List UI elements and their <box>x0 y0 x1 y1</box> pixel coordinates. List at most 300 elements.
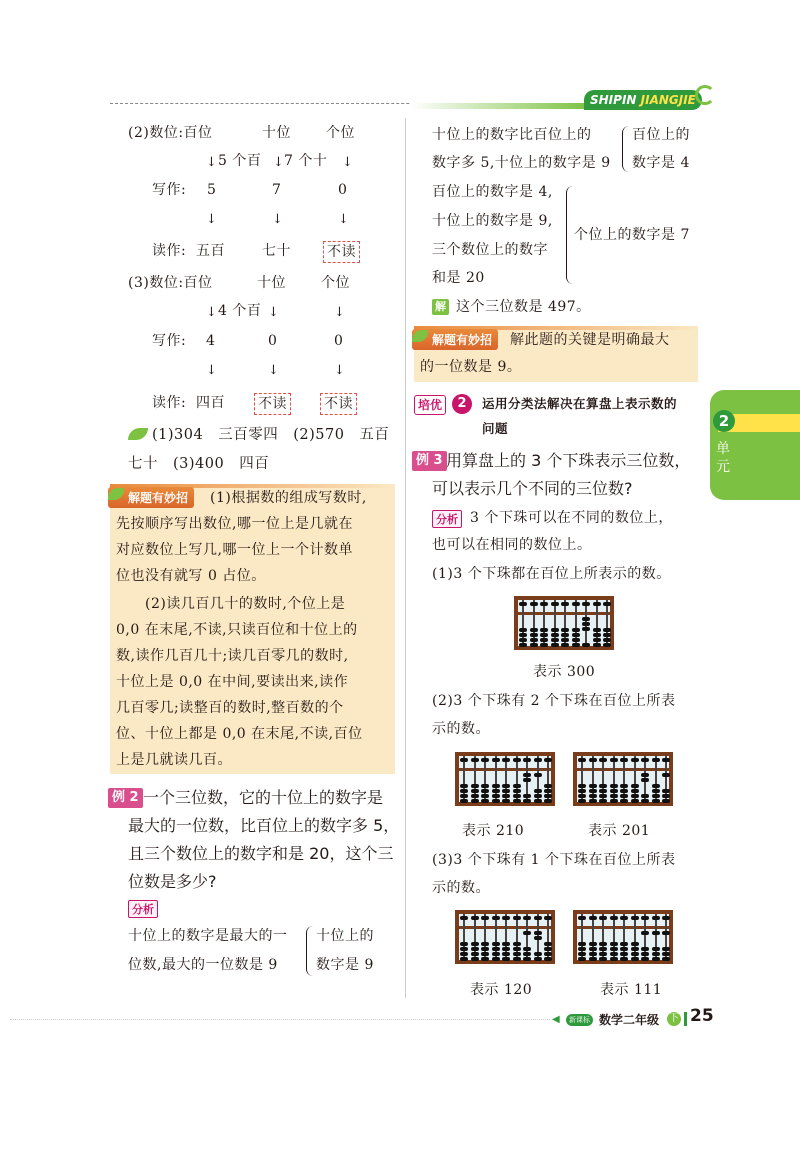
abacus-bead <box>652 931 660 935</box>
abacus-bead <box>589 952 597 956</box>
ex3-case-2: 示的数。 <box>432 721 490 737</box>
abacus-bead <box>589 942 597 946</box>
abacus-bead <box>544 952 552 956</box>
analysis-tag-left: 分析 <box>128 900 158 918</box>
abacus-bead <box>551 628 559 632</box>
ex3-case-3: 示的数。 <box>432 880 490 896</box>
abacus-bead <box>610 942 618 946</box>
abacus-bead <box>460 947 468 951</box>
caption-300: 表示 300 <box>533 664 596 680</box>
abacus-bead <box>534 957 542 961</box>
solution-tag: 解 <box>432 299 449 315</box>
abacus-bead <box>620 789 628 793</box>
abacus-bead <box>492 789 500 793</box>
example-2-line: 一个三位数，它的十位上的数字是 <box>143 788 384 807</box>
footer-book: 数学二年级 <box>599 1013 660 1027</box>
abacus-bead <box>589 758 597 762</box>
tip-line: 0,0 在末尾,不读,只读百位和十位上的 <box>116 622 358 638</box>
abacus-bead <box>610 916 618 920</box>
abacus-bead <box>578 784 586 788</box>
abacus-bead <box>652 952 660 956</box>
abacus-300 <box>514 596 614 650</box>
abacus-bead <box>523 931 531 935</box>
abacus-bead <box>523 778 531 782</box>
abacus-bead <box>599 758 607 762</box>
abacus-bead <box>599 947 607 951</box>
header-brand <box>584 90 702 110</box>
abacus-bead <box>620 942 628 946</box>
abacus-bead <box>481 784 489 788</box>
brace <box>622 126 629 172</box>
solution-text: 这个三位数是 497。 <box>456 299 591 315</box>
p3-read-label: 读作: <box>152 395 187 411</box>
abacus-bead <box>502 942 510 946</box>
abacus-bead <box>492 799 500 803</box>
abacus-bead <box>652 758 660 762</box>
brace <box>566 186 573 284</box>
r-mid-left-line: 三个数位上的数字 <box>432 242 548 258</box>
abacus-bead <box>620 947 628 951</box>
p3-write-tens: 0 <box>268 333 278 349</box>
tip-line: 先按顺序写出数位,哪一位上是几就在 <box>116 516 353 532</box>
answer-line-2: 七十 (3)400 四百 <box>128 456 270 472</box>
abacus-bead <box>460 784 468 788</box>
section-number: 2 <box>452 394 472 414</box>
footer-arrow-icon: ◀ <box>552 1014 560 1025</box>
p3-place-ones: 个位 <box>321 275 350 291</box>
ex3-analysis-line: 也可以在相同的数位上。 <box>432 537 592 553</box>
example-3-line: 用算盘上的 3 个下珠表示三位数， <box>446 451 691 470</box>
abacus-bead <box>481 799 489 803</box>
abacus-bead <box>513 942 521 946</box>
abacus-bead <box>502 794 510 798</box>
abacus-bead <box>631 784 639 788</box>
abacus-bead <box>593 633 601 637</box>
r-mid-left-line: 百位上的数字是 4, <box>432 184 553 200</box>
tip-line: 位、十位上都是 0,0 在末尾,不读,百位 <box>116 726 363 742</box>
abacus-bead <box>610 784 618 788</box>
abacus-bead <box>631 758 639 762</box>
abacus-bead <box>593 602 601 606</box>
abacus-bead <box>471 952 479 956</box>
abacus-bead <box>631 957 639 961</box>
abacus-bead <box>652 947 660 951</box>
r-top-right-line: 百位上的 <box>632 127 690 143</box>
footer-rule <box>10 1019 550 1020</box>
abacus-bead <box>519 633 527 637</box>
abacus-bead <box>471 957 479 961</box>
abacus-bead <box>471 789 479 793</box>
p2-write-label: 写作: <box>152 182 187 198</box>
abacus-bead <box>551 643 559 647</box>
abacus-bead <box>582 617 590 621</box>
abacus-bead <box>534 799 542 803</box>
unit-label: 单元 <box>716 441 730 475</box>
footer-tag: 新课标 <box>566 1014 593 1026</box>
abacus-bead <box>513 789 521 793</box>
abacus-bead <box>572 633 580 637</box>
abacus-bead <box>481 789 489 793</box>
abacus-bead <box>599 957 607 961</box>
abacus-bead <box>519 628 527 632</box>
section-tag: 培优 <box>414 395 446 415</box>
example-2-line: 最大的一位数，比百位上的数字多 5， <box>128 816 400 835</box>
abacus-bead <box>610 957 618 961</box>
abacus-bead <box>460 794 468 798</box>
abacus-bead <box>460 789 468 793</box>
abacus-bead <box>652 789 660 793</box>
ex3-case-3: (3)3 个下珠有 1 个下珠在百位上所表 <box>432 852 676 868</box>
abacus-bead <box>561 602 569 606</box>
abacus-bead <box>502 916 510 920</box>
p3-place-tens: 十位 <box>257 275 286 291</box>
abacus-bead <box>460 952 468 956</box>
abacus-bead <box>502 957 510 961</box>
abacus-bead <box>641 952 649 956</box>
caption-111: 表示 111 <box>600 982 663 998</box>
abacus-bead <box>534 952 542 956</box>
abacus-bead <box>589 916 597 920</box>
abacus-bead <box>492 916 500 920</box>
abacus-bead <box>652 784 660 788</box>
r-mid-right-line: 个位上的数字是 7 <box>574 227 690 243</box>
brand-right: JIANGJIE <box>640 93 696 107</box>
tip-label-right: 解题有妙招 <box>412 329 498 350</box>
abacus-bead <box>603 628 611 632</box>
abacus-bead <box>641 773 649 777</box>
r-top-right-line: 数字是 4 <box>632 155 690 171</box>
abacus-bead <box>603 638 611 642</box>
abacus-bead <box>534 931 542 935</box>
abacus-bead <box>544 947 552 951</box>
abacus-bead <box>534 916 542 920</box>
abacus-bead <box>481 947 489 951</box>
example-2-line: 且三个数位上的数字和是 20，这个三 <box>128 844 394 863</box>
abacus-bead <box>471 942 479 946</box>
abacus-bead <box>603 633 611 637</box>
abacus-bead <box>578 799 586 803</box>
abacus-bead <box>662 799 670 803</box>
p3-read-ones: 不读 <box>320 393 357 415</box>
abacus-bead <box>610 947 618 951</box>
down-arrow-icon: ↓ <box>342 155 353 170</box>
down-arrow-icon: ↓ <box>268 305 279 320</box>
abacus-bead <box>492 947 500 951</box>
p2-read-label: 读作: <box>152 243 187 259</box>
abacus-bead <box>599 916 607 920</box>
abacus-bead <box>610 794 618 798</box>
p2-read-tens: 七十 <box>262 243 291 259</box>
abacus-bead <box>662 758 670 762</box>
p2-write-ones: 0 <box>338 182 348 198</box>
down-arrow-icon: ↓ <box>272 212 283 227</box>
abacus-bead <box>534 773 542 777</box>
abacus-bead <box>523 799 531 803</box>
abacus-bead <box>530 628 538 632</box>
abacus-bead <box>652 957 660 961</box>
abacus-bead <box>593 628 601 632</box>
abacus-bead <box>523 957 531 961</box>
tip-line: 上是几就读几百。 <box>116 752 232 768</box>
analysis-right-line: 十位上的 <box>316 928 374 944</box>
abacus-bead <box>544 799 552 803</box>
abacus-bead <box>662 773 670 777</box>
abacus-bead <box>662 952 670 956</box>
example-2-badge: 例 2 <box>108 788 143 808</box>
abacus-bead <box>502 758 510 762</box>
abacus-bead <box>631 799 639 803</box>
abacus-bead <box>481 758 489 762</box>
tip-line: 位也没有就写 0 占位。 <box>116 568 266 584</box>
abacus-bead <box>652 794 660 798</box>
down-arrow-icon: ↓ <box>334 363 345 378</box>
abacus-bead <box>641 947 649 951</box>
p3-write-label: 写作: <box>152 333 187 349</box>
abacus-bead <box>641 778 649 782</box>
abacus-bead <box>471 794 479 798</box>
abacus-bead <box>544 794 552 798</box>
caption-201: 表示 201 <box>588 823 651 839</box>
abacus-bead <box>544 916 552 920</box>
abacus-bead <box>652 916 660 920</box>
abacus-bead <box>460 799 468 803</box>
abacus-bead <box>460 916 468 920</box>
analysis-tag-right: 分析 <box>432 510 462 528</box>
abacus-bead <box>513 799 521 803</box>
abacus-bead <box>561 643 569 647</box>
abacus-bead <box>589 784 597 788</box>
abacus-bead <box>534 936 542 940</box>
brand-left: SHIPIN <box>590 93 637 107</box>
abacus-bead <box>513 784 521 788</box>
tip-line: 十位上是 0,0 在中间,要读出来,读作 <box>116 674 349 690</box>
abacus-bead <box>523 952 531 956</box>
example-3-line: 可以表示几个不同的三位数? <box>432 479 633 498</box>
abacus-bead <box>631 789 639 793</box>
tip-right-line: 解此题的关键是明确最大 <box>510 332 670 348</box>
abacus-bead <box>631 916 639 920</box>
abacus-bead <box>481 794 489 798</box>
abacus-bead <box>460 957 468 961</box>
abacus-bead <box>603 602 611 606</box>
abacus-bead <box>641 931 649 935</box>
p3-write-ones: 0 <box>334 333 344 349</box>
abacus-bead <box>662 957 670 961</box>
abacus-bead <box>620 916 628 920</box>
abacus-bead <box>540 628 548 632</box>
abacus-bead <box>471 758 479 762</box>
footer-volume: 下 <box>669 1013 679 1024</box>
abacus-bead <box>599 784 607 788</box>
abacus-bead <box>481 952 489 956</box>
abacus-bead <box>603 643 611 647</box>
p2-write-hundreds: 5 <box>207 182 217 198</box>
abacus-bead <box>540 602 548 606</box>
abacus-bead <box>471 947 479 951</box>
abacus-bead <box>492 758 500 762</box>
abacus-bead <box>610 952 618 956</box>
abacus-bead <box>631 952 639 956</box>
abacus-bead <box>513 952 521 956</box>
abacus-bead <box>523 794 531 798</box>
abacus-bead <box>513 758 521 762</box>
abacus-bead <box>578 789 586 793</box>
abacus-bead <box>530 633 538 637</box>
abacus-bead <box>582 602 590 606</box>
tip-line: (2)读几百几十的数时,个位上是 <box>116 596 346 612</box>
column-divider <box>405 118 406 998</box>
abacus-bead <box>530 643 538 647</box>
abacus-bead <box>578 916 586 920</box>
unit-number-badge: 2 <box>713 410 735 432</box>
abacus-bead <box>662 916 670 920</box>
abacus-bead <box>492 957 500 961</box>
abacus-bead <box>620 784 628 788</box>
abacus-bead <box>544 758 552 762</box>
abacus-bead <box>589 794 597 798</box>
abacus-bead <box>471 799 479 803</box>
abacus-bead <box>599 789 607 793</box>
abacus-bead <box>599 952 607 956</box>
p2-count-hundreds: 5 个百 <box>218 153 262 169</box>
abacus-bead <box>513 957 521 961</box>
abacus-bead <box>610 799 618 803</box>
down-arrow-icon: ↓ <box>268 363 279 378</box>
abacus-bead <box>578 952 586 956</box>
r-top-left-line: 数字多 5,十位上的数字是 9 <box>432 155 611 171</box>
abacus-bead <box>492 952 500 956</box>
p2-read-ones: 不读 <box>323 241 360 263</box>
header-swirl-icon <box>695 85 715 105</box>
abacus-bead <box>631 947 639 951</box>
abacus-bead <box>540 638 548 642</box>
abacus-bead <box>641 794 649 798</box>
abacus-bead <box>492 794 500 798</box>
abacus-bead <box>551 633 559 637</box>
p2-count-tens: 7 个十 <box>284 153 328 169</box>
down-arrow-icon: ↓ <box>334 305 345 320</box>
ex3-analysis-line: 3 个下珠可以在不同的数位上， <box>470 510 673 526</box>
abacus-bead <box>530 638 538 642</box>
header-green-rule <box>410 103 590 109</box>
abacus-bead <box>523 758 531 762</box>
section-title: 问题 <box>482 421 509 436</box>
abacus-bead <box>578 758 586 762</box>
tip-line: 数,读作几百几十;读几百零几的数时, <box>116 648 349 664</box>
down-arrow-icon: ↓ <box>273 155 284 170</box>
section-title: 运用分类法解决在算盘上表示数的 <box>482 396 678 411</box>
abacus-bead <box>523 773 531 777</box>
abacus-bead <box>572 638 580 642</box>
abacus-bead <box>599 942 607 946</box>
abacus-bead <box>530 602 538 606</box>
abacus-bead <box>631 942 639 946</box>
abacus-bead <box>513 794 521 798</box>
abacus-bead <box>561 633 569 637</box>
abacus-bead <box>620 758 628 762</box>
abacus-120 <box>455 910 555 964</box>
abacus-bead <box>572 628 580 632</box>
abacus-bead <box>460 758 468 762</box>
abacus-bead <box>641 916 649 920</box>
abacus-bead <box>610 758 618 762</box>
abacus-210 <box>455 752 555 806</box>
r-mid-left-line: 十位上的数字是 9, <box>432 213 553 229</box>
p2-place-tens: 十位 <box>262 125 291 141</box>
abacus-bead <box>641 957 649 961</box>
r-top-left-line: 十位上的数字比百位上的 <box>432 127 592 143</box>
abacus-bead <box>544 789 552 793</box>
p3-place-hundreds: (3)数位:百位 <box>128 275 213 291</box>
footer-divider <box>684 1012 687 1026</box>
p3-read-hundreds: 四百 <box>196 395 225 411</box>
abacus-bead <box>582 627 590 631</box>
abacus-bead <box>572 602 580 606</box>
abacus-bead <box>481 916 489 920</box>
abacus-bead <box>662 789 670 793</box>
abacus-bead <box>544 942 552 946</box>
abacus-bead <box>589 789 597 793</box>
r-mid-left-line: 和是 20 <box>432 270 485 286</box>
tip-line: 对应数位上写几,哪一位上一个计数单 <box>116 542 353 558</box>
tip-line: (1)根据数的组成写数时, <box>210 490 367 506</box>
abacus-bead <box>589 799 597 803</box>
abacus-bead <box>502 947 510 951</box>
abacus-bead <box>620 957 628 961</box>
abacus-bead <box>502 799 510 803</box>
abacus-bead <box>641 799 649 803</box>
abacus-bead <box>523 947 531 951</box>
abacus-bead <box>534 794 542 798</box>
abacus-bead <box>519 643 527 647</box>
abacus-bead <box>652 799 660 803</box>
abacus-bead <box>572 643 580 647</box>
abacus-bead <box>544 784 552 788</box>
abacus-bead <box>582 622 590 626</box>
down-arrow-icon: ↓ <box>338 212 349 227</box>
abacus-bead <box>589 957 597 961</box>
abacus-bead <box>620 952 628 956</box>
ex3-case-1: (1)3 个下珠都在百位上所表示的数。 <box>432 566 671 582</box>
abacus-bead <box>471 784 479 788</box>
down-arrow-icon: ↓ <box>206 212 217 227</box>
p3-count-hundreds: 4 个百 <box>218 303 262 319</box>
example-2-line: 位数是多少? <box>128 872 217 891</box>
caption-210: 表示 210 <box>462 823 525 839</box>
p2-place-hundreds: (2)数位:百位 <box>128 125 213 141</box>
abacus-bead <box>534 758 542 762</box>
answer-line-1: (1)304 三百零四 (2)570 五百 <box>152 427 390 443</box>
abacus-bead <box>620 799 628 803</box>
abacus-bead <box>593 643 601 647</box>
abacus-bead <box>561 628 569 632</box>
abacus-bead <box>610 789 618 793</box>
tip-right-line: 的一位数是 9。 <box>420 359 522 375</box>
abacus-bead <box>578 794 586 798</box>
abacus-bead <box>540 643 548 647</box>
abacus-bead <box>551 638 559 642</box>
tip-label-left: 解题有妙招 <box>108 487 194 508</box>
abacus-bead <box>519 602 527 606</box>
abacus-bead <box>523 916 531 920</box>
abacus-bead <box>513 947 521 951</box>
abacus-bead <box>502 952 510 956</box>
p2-place-ones: 个位 <box>326 125 355 141</box>
abacus-bead <box>582 643 590 647</box>
abacus-bead <box>492 942 500 946</box>
abacus-201 <box>573 752 673 806</box>
abacus-bead <box>578 957 586 961</box>
